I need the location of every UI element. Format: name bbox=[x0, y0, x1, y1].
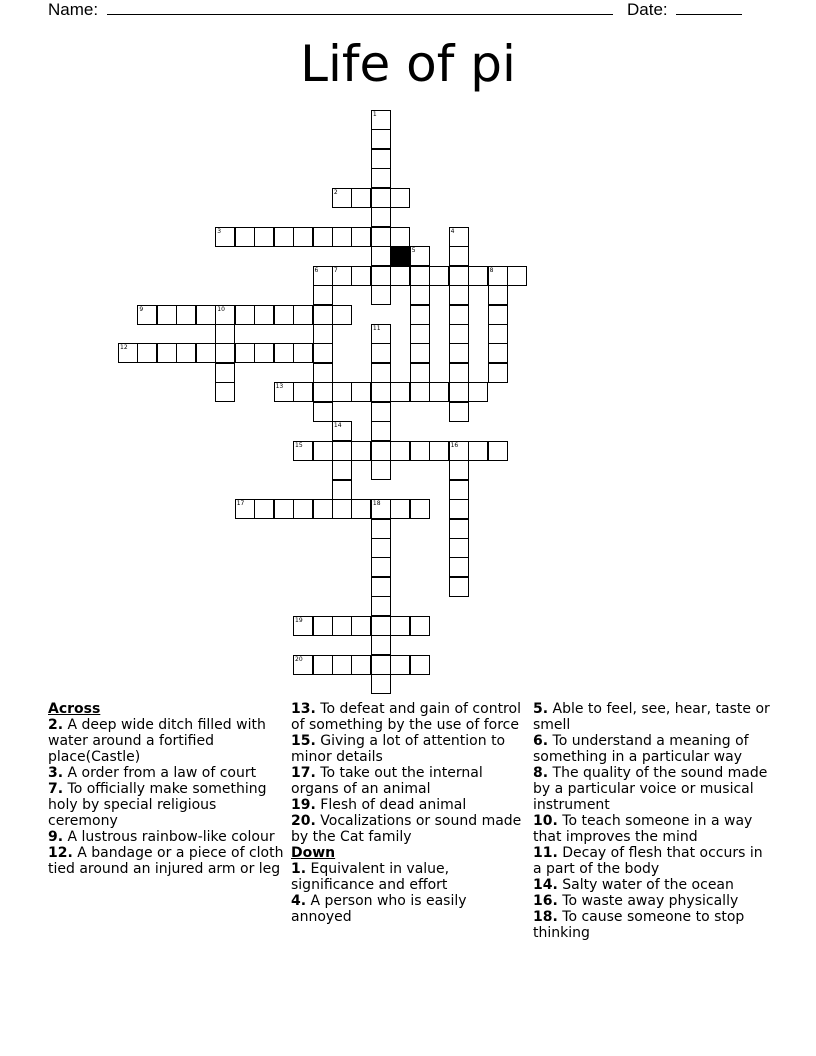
clue-text: A lustrous rainbow-like colour bbox=[67, 829, 275, 845]
clue-text: The quality of the sound made by a particular voice or musical instrument bbox=[533, 765, 768, 813]
crossword-cell[interactable] bbox=[176, 305, 196, 325]
crossword-cell[interactable] bbox=[371, 577, 391, 597]
crossword-cell[interactable] bbox=[488, 363, 508, 383]
crossword-cell[interactable] bbox=[371, 557, 391, 577]
crossword-cell[interactable] bbox=[371, 363, 391, 383]
clues-column-1 bbox=[48, 701, 288, 877]
across-clue-list-continued bbox=[291, 701, 527, 845]
crossword-cell[interactable] bbox=[313, 655, 333, 675]
crossword-cell[interactable] bbox=[488, 441, 508, 461]
crossword-cell[interactable] bbox=[371, 168, 391, 188]
crossword-cell[interactable] bbox=[371, 343, 391, 363]
crossword-cell[interactable] bbox=[332, 421, 352, 441]
crossword-cell[interactable] bbox=[332, 655, 352, 675]
crossword-cell[interactable] bbox=[449, 577, 469, 597]
clue-text: Able to feel, see, hear, taste or smell bbox=[533, 701, 770, 733]
date-label: Date: bbox=[627, 0, 668, 19]
clue-number: 16. bbox=[533, 893, 558, 909]
clue-item bbox=[291, 813, 527, 845]
crossword-cell[interactable] bbox=[235, 499, 255, 519]
clue-item bbox=[533, 765, 773, 813]
crossword-cell[interactable] bbox=[371, 674, 391, 694]
crossword-cell[interactable] bbox=[449, 227, 469, 247]
crossword-cell[interactable] bbox=[118, 343, 138, 363]
crossword-cell[interactable] bbox=[293, 441, 313, 461]
clue-item bbox=[533, 733, 773, 765]
crossword-cell[interactable] bbox=[371, 441, 391, 461]
crossword-cell[interactable] bbox=[235, 343, 255, 363]
clue-text: To teach someone in a way that improves the mind bbox=[533, 813, 753, 845]
crossword-cell[interactable] bbox=[371, 227, 391, 247]
crossword-cell[interactable] bbox=[371, 402, 391, 422]
crossword-cell[interactable] bbox=[371, 655, 391, 675]
crossword-cell[interactable] bbox=[390, 382, 410, 402]
clue-number: 20. bbox=[291, 813, 316, 829]
crossword-cell[interactable] bbox=[371, 207, 391, 227]
clue-number: 2. bbox=[48, 717, 64, 733]
crossword-cell[interactable] bbox=[293, 227, 313, 247]
crossword-cell[interactable] bbox=[371, 266, 391, 286]
crossword-cell[interactable] bbox=[274, 382, 294, 402]
clue-text: A deep wide ditch filled with water around a fortified place(Castle) bbox=[48, 717, 266, 765]
down-clue-list-continued bbox=[533, 701, 773, 941]
clue-number: 10. bbox=[533, 813, 558, 829]
crossword-cell[interactable] bbox=[390, 441, 410, 461]
crossword-cell[interactable] bbox=[215, 305, 235, 325]
down-heading: Down bbox=[291, 845, 336, 861]
crossword-cell[interactable] bbox=[351, 227, 371, 247]
crossword-cell[interactable] bbox=[449, 324, 469, 344]
crossword-cell[interactable] bbox=[410, 285, 430, 305]
clue-text: To officially make something holy by special religious ceremony bbox=[48, 781, 267, 829]
clue-item bbox=[533, 701, 773, 733]
crossword-cell[interactable] bbox=[410, 616, 430, 636]
clue-text: Salty water of the ocean bbox=[562, 877, 734, 893]
crossword-cell[interactable] bbox=[254, 305, 274, 325]
crossword-cell[interactable] bbox=[449, 441, 469, 461]
clue-number-label: 20 bbox=[295, 655, 303, 663]
clues-column-2 bbox=[291, 701, 527, 925]
crossword-cell[interactable] bbox=[254, 343, 274, 363]
crossword-cell[interactable] bbox=[313, 285, 333, 305]
crossword-cell[interactable] bbox=[390, 188, 410, 208]
crossword-cell[interactable] bbox=[254, 227, 274, 247]
name-blank-line[interactable] bbox=[107, 0, 613, 15]
clue-number-label: 10 bbox=[217, 305, 225, 313]
crossword-cell[interactable] bbox=[371, 499, 391, 519]
clue-number-label: 1 bbox=[372, 111, 377, 118]
crossword-cell[interactable] bbox=[274, 227, 294, 247]
clue-number-label: 14 bbox=[333, 422, 342, 430]
crossword-cell[interactable] bbox=[313, 382, 333, 402]
crossword-cell[interactable] bbox=[371, 324, 391, 344]
crossword-cell[interactable] bbox=[293, 655, 313, 675]
clue-text: Vocalizations or sound made by the Cat family bbox=[291, 813, 522, 845]
crossword-cell[interactable] bbox=[215, 363, 235, 383]
crossword-cell[interactable] bbox=[449, 305, 469, 325]
clue-item bbox=[533, 845, 773, 877]
clue-text: A bandage or a piece of cloth tied around an injured arm or leg bbox=[48, 845, 284, 877]
crossword-cell[interactable] bbox=[313, 343, 333, 363]
clue-text: A person who is easily annoyed bbox=[291, 893, 467, 925]
crossword-cell[interactable] bbox=[215, 382, 235, 402]
clue-item bbox=[533, 893, 773, 909]
crossword-cell[interactable] bbox=[371, 246, 391, 266]
crossword-cell[interactable] bbox=[332, 460, 352, 480]
crossword-cell[interactable] bbox=[274, 343, 294, 363]
crossword-cell[interactable] bbox=[390, 655, 410, 675]
crossword-cell[interactable] bbox=[371, 188, 391, 208]
clue-number-label: 11 bbox=[372, 324, 381, 332]
crossword-cell[interactable] bbox=[371, 110, 391, 130]
clue-number: 18. bbox=[533, 909, 558, 925]
across-clue-list bbox=[48, 717, 288, 877]
crossword-cell[interactable] bbox=[371, 538, 391, 558]
clue-number-label: 7 bbox=[333, 266, 338, 274]
clue-item bbox=[291, 893, 527, 925]
crossword-cell[interactable] bbox=[410, 655, 430, 675]
clue-number: 17. bbox=[291, 765, 316, 781]
clue-item bbox=[291, 861, 527, 893]
crossword-cell[interactable] bbox=[176, 343, 196, 363]
crossword-cell[interactable] bbox=[235, 227, 255, 247]
clue-number-label: 9 bbox=[139, 305, 144, 313]
crossword-cell[interactable] bbox=[488, 266, 508, 286]
clue-number: 12. bbox=[48, 845, 73, 861]
crossword-cell[interactable] bbox=[313, 441, 333, 461]
crossword-cell[interactable] bbox=[371, 421, 391, 441]
name-field[interactable] bbox=[48, 0, 613, 19]
crossword-cell[interactable] bbox=[313, 324, 333, 344]
crossword-cell[interactable] bbox=[215, 324, 235, 344]
crossword-cell[interactable] bbox=[410, 382, 430, 402]
crossword-cell[interactable] bbox=[332, 305, 352, 325]
crossword-cell[interactable] bbox=[274, 305, 294, 325]
clue-item bbox=[533, 813, 773, 845]
clue-number-label: 2 bbox=[333, 188, 338, 196]
crossword-cell[interactable] bbox=[196, 305, 216, 325]
crossword-cell[interactable] bbox=[274, 499, 294, 519]
crossword-cell[interactable] bbox=[215, 227, 235, 247]
clue-number-label: 13 bbox=[275, 383, 284, 391]
crossword-cell[interactable] bbox=[313, 266, 333, 286]
crossword-cell[interactable] bbox=[332, 188, 352, 208]
down-clue-list bbox=[291, 861, 527, 925]
crossword-cell[interactable] bbox=[371, 519, 391, 539]
clue-number-label: 16 bbox=[450, 441, 459, 449]
crossword-cell[interactable] bbox=[313, 402, 333, 422]
crossword-cell[interactable] bbox=[332, 382, 352, 402]
clue-text: A order from a law of court bbox=[67, 765, 257, 781]
crossword-cell[interactable] bbox=[313, 305, 333, 325]
clue-item bbox=[291, 765, 527, 797]
crossword-cell[interactable] bbox=[351, 188, 371, 208]
crossword-cell[interactable] bbox=[410, 499, 430, 519]
crossword-cell[interactable] bbox=[332, 499, 352, 519]
clue-number: 4. bbox=[291, 893, 307, 909]
clue-item bbox=[533, 909, 773, 941]
crossword-cell[interactable] bbox=[429, 441, 449, 461]
crossword-cell[interactable] bbox=[332, 266, 352, 286]
clues-column-3 bbox=[533, 701, 773, 941]
crossword-cell[interactable] bbox=[332, 480, 352, 500]
date-blank-line[interactable] bbox=[676, 0, 742, 15]
crossword-cell[interactable] bbox=[332, 227, 352, 247]
clue-item bbox=[48, 765, 288, 781]
clue-text: Equivalent in value, significance and effort bbox=[291, 861, 450, 893]
crossword-cell[interactable] bbox=[313, 227, 333, 247]
crossword-cell[interactable] bbox=[449, 246, 469, 266]
clue-number: 7. bbox=[48, 781, 64, 797]
crossword-cell[interactable] bbox=[371, 149, 391, 169]
crossword-cell[interactable] bbox=[449, 402, 469, 422]
crossword-cell[interactable] bbox=[196, 343, 216, 363]
crossword-cell[interactable] bbox=[351, 655, 371, 675]
crossword-cell[interactable] bbox=[332, 441, 352, 461]
name-label: Name: bbox=[48, 0, 99, 19]
crossword-cell[interactable] bbox=[351, 499, 371, 519]
crossword-cell[interactable] bbox=[449, 519, 469, 539]
crossword-cell[interactable] bbox=[371, 382, 391, 402]
crossword-cell[interactable] bbox=[351, 616, 371, 636]
crossword-cell[interactable] bbox=[507, 266, 527, 286]
crossword-cell[interactable] bbox=[449, 266, 469, 286]
across-heading: Across bbox=[48, 701, 101, 717]
clue-number: 14. bbox=[533, 877, 558, 893]
crossword-cell[interactable] bbox=[332, 616, 352, 636]
crossword-cell[interactable] bbox=[293, 499, 313, 519]
crossword-cell[interactable] bbox=[371, 635, 391, 655]
crossword-cell[interactable] bbox=[449, 538, 469, 558]
crossword-cell[interactable] bbox=[449, 557, 469, 577]
crossword-cell[interactable] bbox=[449, 285, 469, 305]
clue-text: Giving a lot of attention to minor details bbox=[291, 733, 506, 765]
crossword-cell[interactable] bbox=[293, 343, 313, 363]
clue-item bbox=[533, 877, 773, 893]
clue-number: 6. bbox=[533, 733, 549, 749]
crossword-cell[interactable] bbox=[215, 343, 235, 363]
crossword-cell[interactable] bbox=[449, 480, 469, 500]
crossword-cell[interactable] bbox=[429, 266, 449, 286]
crossword-cell[interactable] bbox=[488, 324, 508, 344]
crossword-cell[interactable] bbox=[137, 305, 157, 325]
clue-text: To cause someone to stop thinking bbox=[533, 909, 745, 941]
clue-number-label: 19 bbox=[295, 616, 303, 624]
crossword-cell[interactable] bbox=[235, 305, 255, 325]
crossword-cell[interactable] bbox=[410, 246, 430, 266]
clue-number-label: 17 bbox=[236, 500, 245, 507]
crossword-cell[interactable] bbox=[313, 616, 333, 636]
crossword-cell[interactable] bbox=[390, 227, 410, 247]
crossword-cell[interactable] bbox=[351, 266, 371, 286]
crossword-cell[interactable] bbox=[410, 343, 430, 363]
crossword-cell[interactable] bbox=[371, 460, 391, 480]
clue-text: To take out the internal organs of an animal bbox=[291, 765, 483, 797]
crossword-cell[interactable] bbox=[410, 305, 430, 325]
clue-number: 19. bbox=[291, 797, 316, 813]
crossword-cell[interactable] bbox=[449, 460, 469, 480]
crossword-cell[interactable] bbox=[488, 305, 508, 325]
crossword-cell[interactable] bbox=[410, 363, 430, 383]
clue-number: 15. bbox=[291, 733, 316, 749]
page-title: Life of pi bbox=[300, 35, 516, 93]
clue-text: To understand a meaning of something in a particular way bbox=[533, 733, 749, 765]
clue-number: 3. bbox=[48, 765, 64, 781]
clue-number-label: 4 bbox=[450, 227, 455, 235]
crossword-cell[interactable] bbox=[429, 382, 449, 402]
clue-item bbox=[291, 701, 527, 733]
crossword-cell[interactable] bbox=[254, 499, 274, 519]
crossword-cell[interactable] bbox=[488, 343, 508, 363]
crossword-cell[interactable] bbox=[449, 363, 469, 383]
crossword-cell[interactable] bbox=[390, 499, 410, 519]
crossword-cell[interactable] bbox=[313, 363, 333, 383]
crossword-cell[interactable] bbox=[371, 596, 391, 616]
clue-item bbox=[48, 717, 288, 765]
clue-item bbox=[48, 781, 288, 829]
crossword-cell[interactable] bbox=[410, 266, 430, 286]
crossword-cell[interactable] bbox=[390, 616, 410, 636]
crossword-cell[interactable] bbox=[157, 305, 177, 325]
crossword-cell[interactable] bbox=[293, 305, 313, 325]
clue-text: Decay of flesh that occurs in a part of the body bbox=[533, 845, 763, 877]
clue-number-label: 15 bbox=[295, 441, 303, 449]
crossword-cell[interactable] bbox=[351, 382, 371, 402]
clue-item bbox=[291, 797, 527, 813]
clue-number: 13. bbox=[291, 701, 316, 717]
clue-number: 8. bbox=[533, 765, 549, 781]
crossword-cell[interactable] bbox=[371, 285, 391, 305]
crossword-cell[interactable] bbox=[313, 499, 333, 519]
clue-number-label: 3 bbox=[217, 227, 222, 235]
clue-number-label: 12 bbox=[120, 344, 128, 352]
crossword-cell[interactable] bbox=[449, 382, 469, 402]
crossword-cell[interactable] bbox=[488, 285, 508, 305]
clue-number: 9. bbox=[48, 829, 64, 845]
black-cell bbox=[390, 246, 410, 266]
crossword-cell[interactable] bbox=[449, 343, 469, 363]
clue-item bbox=[291, 733, 527, 765]
clue-number-label: 6 bbox=[314, 266, 319, 274]
crossword-cell[interactable] bbox=[293, 382, 313, 402]
crossword-cell[interactable] bbox=[410, 324, 430, 344]
clue-number: 5. bbox=[533, 701, 549, 717]
clue-number: 11. bbox=[533, 845, 558, 861]
crossword-cell[interactable] bbox=[157, 343, 177, 363]
date-field[interactable] bbox=[627, 0, 742, 19]
crossword-cell[interactable] bbox=[468, 266, 488, 286]
crossword-cell[interactable] bbox=[351, 441, 371, 461]
clue-text: To waste away physically bbox=[562, 893, 739, 909]
crossword-cell[interactable] bbox=[371, 129, 391, 149]
crossword-cell[interactable] bbox=[449, 499, 469, 519]
clue-item bbox=[48, 845, 288, 877]
crossword-cell[interactable] bbox=[390, 266, 410, 286]
crossword-cell[interactable] bbox=[137, 343, 157, 363]
crossword-cell[interactable] bbox=[468, 441, 488, 461]
clue-number-label: 8 bbox=[489, 266, 494, 274]
clue-item bbox=[48, 829, 288, 845]
clue-text: To defeat and gain of control of something by the use of force bbox=[291, 701, 521, 733]
clue-number: 1. bbox=[291, 861, 307, 877]
clue-number-label: 18 bbox=[372, 500, 381, 507]
crossword-cell[interactable] bbox=[371, 616, 391, 636]
clue-text: Flesh of dead animal bbox=[320, 797, 467, 813]
clue-number-label: 5 bbox=[411, 247, 416, 255]
crossword-cell[interactable] bbox=[468, 382, 488, 402]
crossword-cell[interactable] bbox=[410, 441, 430, 461]
crossword-cell[interactable] bbox=[293, 616, 313, 636]
